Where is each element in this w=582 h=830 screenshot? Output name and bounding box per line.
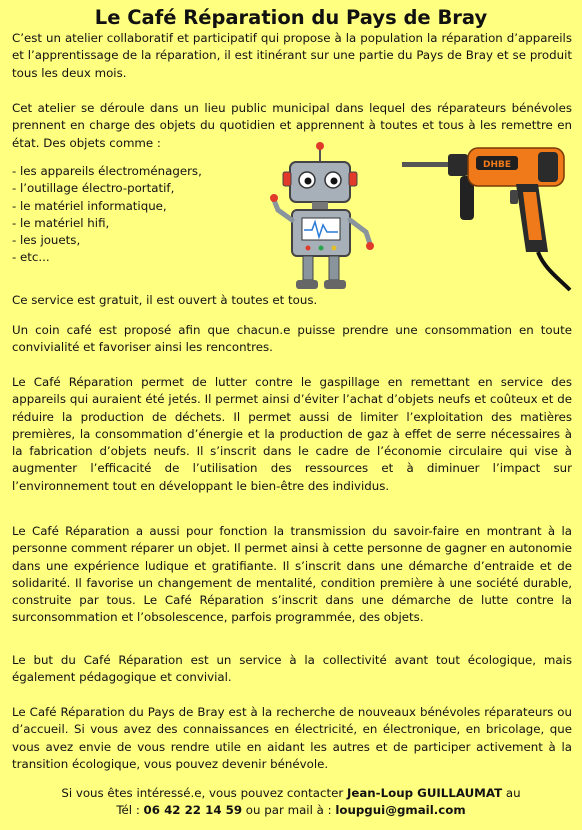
robot-illustration [270, 140, 378, 292]
drill-brand-label: DHBE [482, 160, 512, 170]
free-service-paragraph: Ce service est gratuit, il est ouvert à toutes et tous. [12, 293, 318, 307]
volunteers-paragraph: Le Café Réparation du Pays de Bray est à la recherche de nouveaux bénévoles réparateurs ou d’accueil. Si vous avez des connaissances en électricité, en électronique, en bricolage, que vous avez envie de vous rendre utile en aidant les autres et de participer activement à la transition écologique, vous pouvez devenir bénévole. [12, 705, 572, 771]
list-item: - les appareils électroménagers, [12, 164, 202, 178]
list-item: - le matériel informatique, [12, 198, 167, 213]
page-title: Le Café Réparation du Pays de Bray [94, 6, 488, 29]
coffee-corner-paragraph: Un coin café est proposé afin que chacun.e puisse prendre une consommation en toute convivialité et favoriser ainsi les rencontres. [12, 323, 572, 355]
phone-number: 06 42 22 14 59 [143, 803, 243, 817]
email-address: loupgui@gmail.com [335, 803, 466, 817]
list-item: - etc... [12, 250, 50, 265]
hammer-drill-illustration [398, 140, 574, 296]
contact-line: Si vous êtes intéressé.e, vous pouvez contacter Jean-Loup GUILLAUMAT au [61, 786, 521, 800]
intro-paragraph: C’est un atelier collaboratif et participatif qui propose à la population la réparation d’appareils et l’apprentissage de la réparation, il est itinérant sur une partie du Pays de Bray et se produit tous les deux mois. [12, 31, 572, 80]
know-how-paragraph: Le Café Réparation a aussi pour fonction la transmission du savoir-faire en montrant à la personne comment réparer un objet. Il permet ainsi à cette personne de gagner en autonomie dans une expérience ludique et gratifiante. Il s’inscrit dans une démarche d’entraide et de solidarité. Il favorise un changement de mentalité, condition première à une société durable, construite par tous. Le Café Réparation s’inscrit dans une démarche de lutte contre la surconsommation et l’obsolescence, parfois programmée, des objets. [12, 524, 572, 625]
goal-paragraph: Le but du Café Réparation est un service à la collectivité avant tout écologique, mais également pédagogique et convivial. [12, 653, 572, 685]
objects-list [12, 163, 202, 267]
list-item: - les jouets, [12, 233, 81, 248]
phone-mail-line: Tél : 06 42 22 14 59 ou par mail à : loupgui@gmail.com [116, 803, 466, 817]
contact-name: Jean-Loup GUILLAUMAT [346, 786, 503, 800]
list-item: - le matériel hifi, [12, 215, 110, 230]
anti-waste-paragraph: Le Café Réparation permet de lutter contre le gaspillage en remettant en service des appareils qui auraient été jetés. Il permet ainsi d’éviter l’achat d’objets neufs et coûteux et de réduire la production de déchets. Il permet aussi de limiter l’exploitation des matières premières, la consommation d’énergie et la production de gaz à effet de serre nécessaires à la fabrication d’objets neufs. Il s’inscrit dans le cadre de l’économie circulaire qui vise à augmenter l’efficacité de l’utilisation des ressources et à diminuer l’impact sur l’environnement tout en développant le bien-être des individus. [12, 375, 572, 493]
list-item: - l’outillage électro-portatif, [12, 181, 175, 196]
workshop-paragraph: Cet atelier se déroule dans un lieu public municipal dans lequel des réparateurs bénévoles prennent en charge des objets du quotidien et apprennent à toutes et tous à les remettre en état. Des objets comme : [12, 101, 572, 150]
